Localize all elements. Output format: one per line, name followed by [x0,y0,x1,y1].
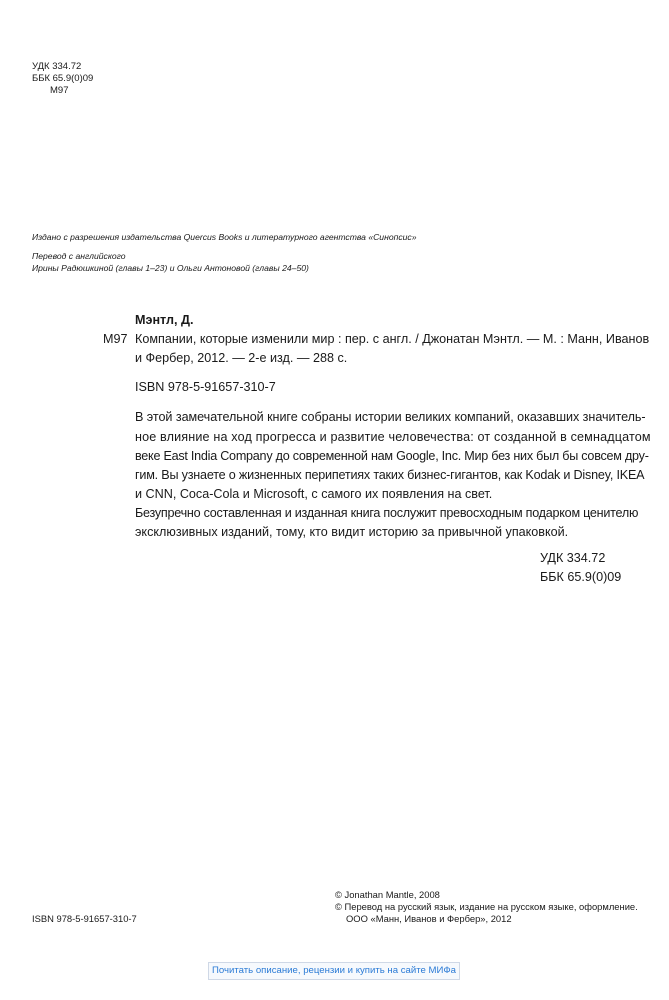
top-bbk-code: ББК 65.9(0)09 [32,73,94,84]
author-heading: Мэнтл, Д. [135,313,194,327]
translators-note: Ирины Радюшкиной (главы 1–23) и Ольги Антоновой (главы 24–50) [32,263,309,273]
top-udk-code: УДК 334.72 [32,61,82,72]
catalog-mark: М97 [103,332,128,346]
copyright-translation: © Перевод на русский язык, издание на русском языке, оформление. [335,901,638,912]
annotation-line: гим. Вы узнаете о жизненных перипетиях таких бизнес-гигантов, как Kodak и Disney, IKEA [135,468,645,482]
annotation-line: эксклюзивных изданий, тому, кто видит историю за привычной упаковкой. [135,525,569,539]
annotation-line: Безупречно составленная и изданная книга послужит превосходным подарком ценителю [135,506,639,520]
bottom-udk-code: УДК 334.72 [540,551,606,565]
catalog-entry-line-2: и Фербер, 2012. — 2-е изд. — 288 с. [135,351,348,365]
bottom-bbk-code: ББК 65.9(0)09 [540,570,622,584]
footer-isbn: ISBN 978-5-91657-310-7 [32,913,137,924]
catalog-entry-line-1: Компании, которые изменили мир : пер. с англ. / Джонатан Мэнтл. — М. : Манн, Иванов [135,332,650,346]
annotation-line: веке East India Company до современной нам Google, Inc. Мир без них был бы совсем дру- [135,449,649,463]
buy-on-mif-link[interactable]: Почитать описание, рецензии и купить на сайте МИФа [208,962,460,980]
translation-label: Перевод с английского [32,251,126,261]
annotation-line: и CNN, Coca-Cola и Microsoft, с самого их появления на свет. [135,487,493,501]
rights-note: Издано с разрешения издательства Quercus Books и литературного агентства «Синопсис» [32,232,417,242]
annotation-line: В этой замечательной книге собраны истории великих компаний, оказавших значитель- [135,410,646,424]
copyright-author: © Jonathan Mantle, 2008 [335,889,440,900]
copyright-publisher: ООО «Манн, Иванов и Фербер», 2012 [346,913,512,924]
catalog-isbn: ISBN 978-5-91657-310-7 [135,380,276,394]
top-author-mark: М97 [50,85,69,96]
annotation-line: ное влияние на ход прогресса и развитие человечества: от созданной в семнадцатом [135,430,651,444]
